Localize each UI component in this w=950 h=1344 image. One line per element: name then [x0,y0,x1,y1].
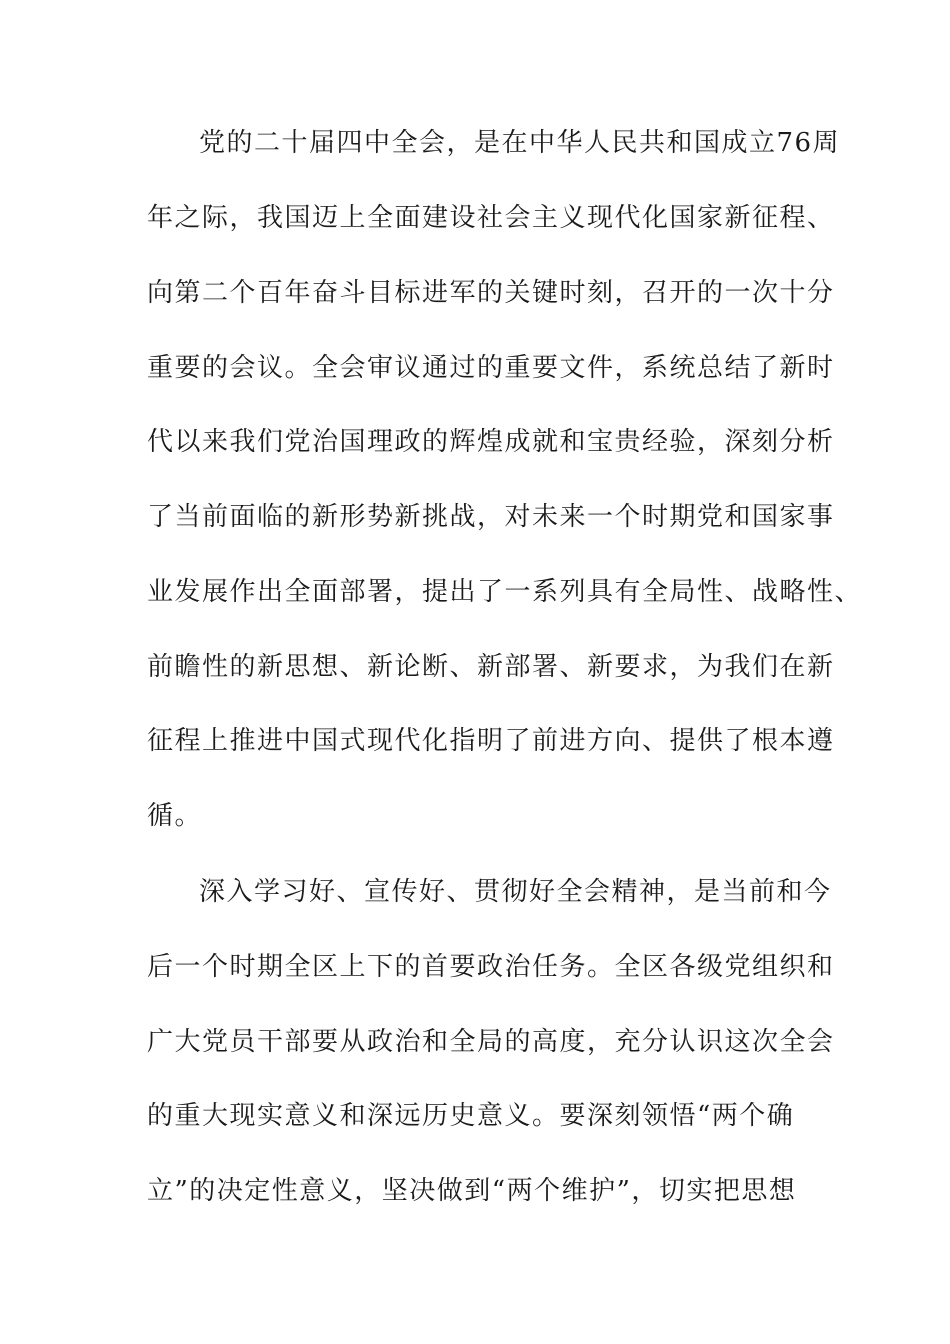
paragraph-1-line-3: 向第二个百年奋斗目标进军的关键时刻，召开的一次十分 [147,278,835,308]
paragraph-1-line-7: 业发展作出全面部署，提出了一系列具有全局性、战略性、 [147,577,863,607]
paragraph-2-line-2: 后一个时期全区上下的首要政治任务。全区各级党组织和 [147,952,835,982]
paragraph-2-line-1: 深入学习好、宣传好、贯彻好全会精神，是当前和今 [199,877,832,907]
paragraph-1-line-1: 党的二十届四中全会，是在中华人民共和国成立76周 [199,128,841,158]
paragraph-1-line-10: 循。 [147,801,203,831]
paragraph-1-line-2: 年之际，我国迈上全面建设社会主义现代化国家新征程、 [147,203,835,233]
paragraph-1-line-6: 了当前面临的新形势新挑战，对未来一个时期党和国家事 [147,502,835,532]
paragraph-1-line-5: 代以来我们党治国理政的辉煌成就和宝贵经验，深刻分析 [147,427,835,457]
paragraph-1-line-9: 征程上推进中国式现代化指明了前进方向、提供了根本遵 [147,726,835,756]
paragraph-1-line-8: 前瞻性的新思想、新论断、新部署、新要求，为我们在新 [147,652,835,682]
paragraph-2-line-4: 的重大现实意义和深远历史意义。要深刻领悟“两个确 [147,1101,795,1131]
paragraph-2-line-5: 立”的决定性意义，坚决做到“两个维护”，切实把思想 [147,1176,797,1206]
paragraph-2-line-3: 广大党员干部要从政治和全局的高度，充分认识这次全会 [147,1027,835,1057]
paragraph-1-line-4: 重要的会议。全会审议通过的重要文件，系统总结了新时 [147,353,835,383]
